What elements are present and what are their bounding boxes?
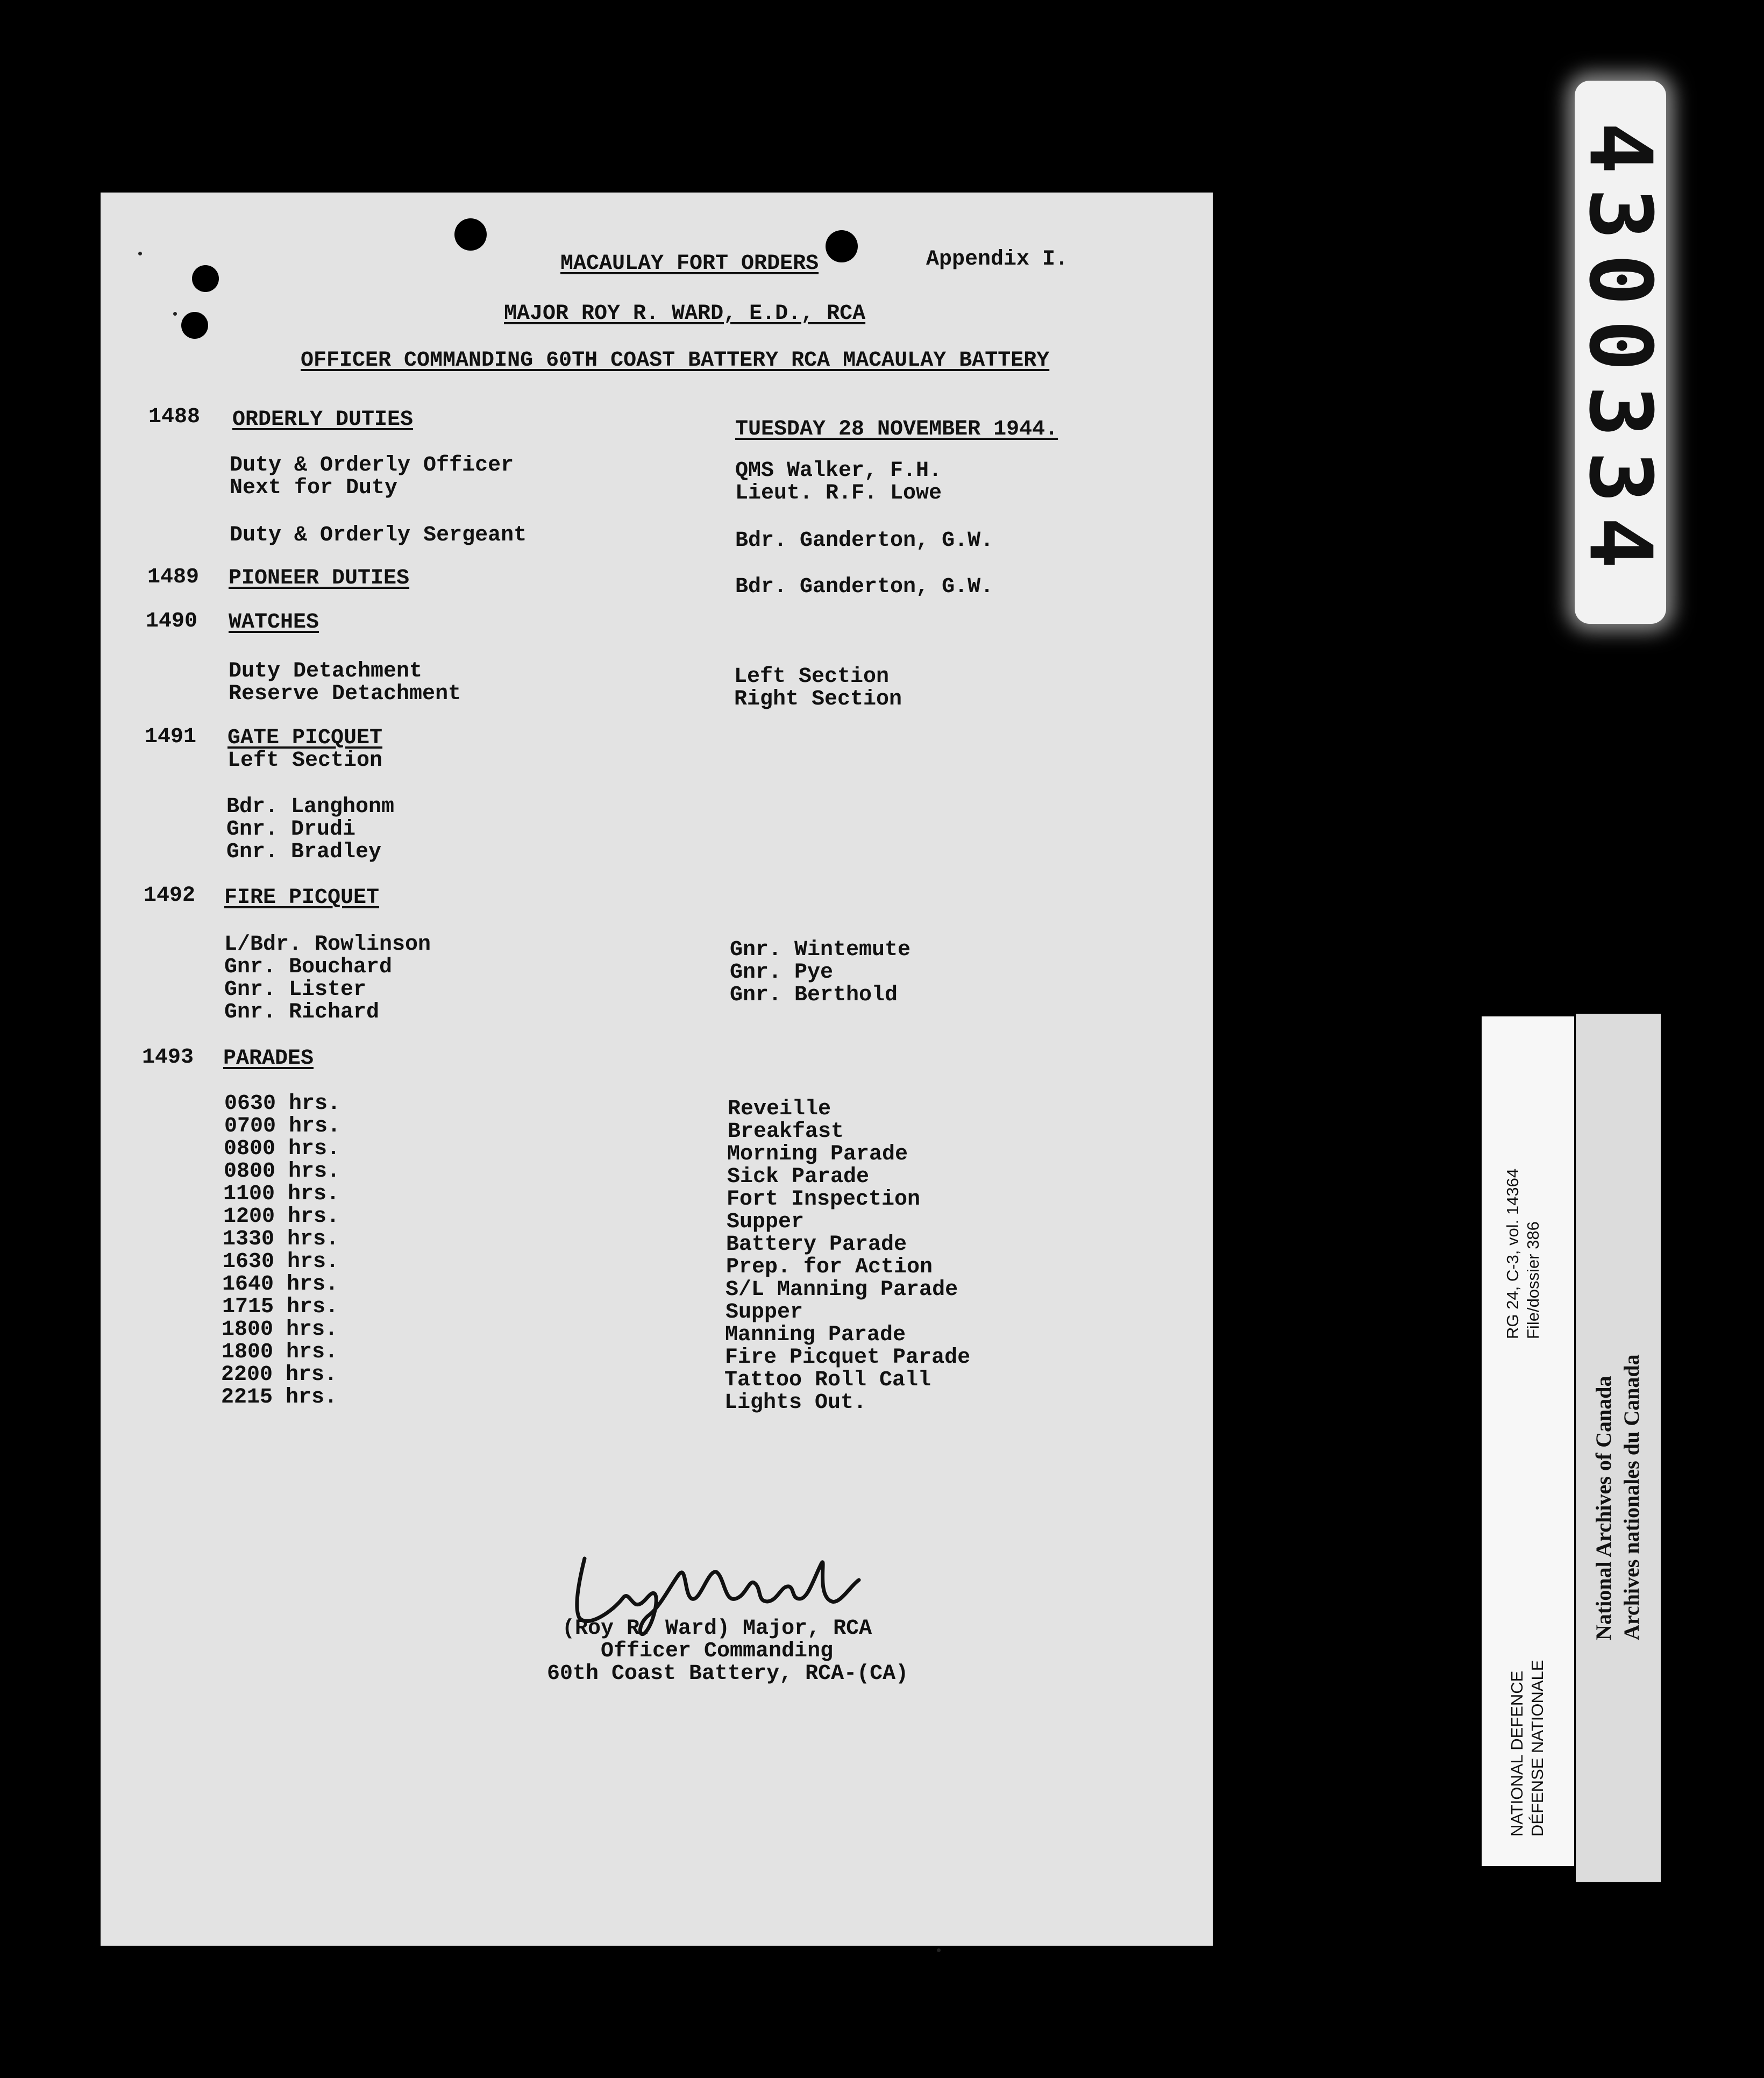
film-frame-number-text: 4300334 [1570, 122, 1671, 583]
picquet-member: L/Bdr. Rowlinson [224, 933, 431, 957]
punch-hole [826, 230, 858, 262]
parade-event: Manning Parade [725, 1323, 906, 1347]
archives-name: Archives nationales du Canada [1619, 1354, 1644, 1640]
signature-unit-line: 60th Coast Battery, RCA-(CA) [547, 1662, 909, 1686]
duty-label: Duty & Orderly Officer [230, 453, 514, 478]
duty-name: Right Section [734, 687, 902, 711]
picquet-member: Gnr. Wintemute [730, 938, 911, 962]
section-heading-gate-picquet: GATE PICQUET [227, 726, 383, 750]
duty-label: Next for Duty [230, 476, 398, 500]
order-date: TUESDAY 28 NOVEMBER 1944. [735, 417, 1058, 442]
archives-name: National Archives of Canada [1591, 1376, 1616, 1640]
parade-event: Supper [727, 1210, 805, 1234]
duty-label: Reserve Detachment [229, 682, 461, 706]
parade-event: Fire Picquet Parade [725, 1346, 971, 1370]
order-number-1488: 1488 [148, 405, 201, 429]
unit-line: OFFICER COMMANDING 60TH COAST BATTERY RCA MACAULAY BATTERY [301, 348, 1050, 373]
order-number-1493: 1493 [142, 1045, 194, 1070]
duty-label: Duty Detachment [229, 659, 423, 684]
picquet-member: Gnr. Berthold [730, 983, 898, 1007]
parade-time: 2200 hrs. [221, 1363, 338, 1387]
parade-event: Breakfast [728, 1120, 844, 1144]
parade-event: Prep. for Action [726, 1255, 933, 1279]
section-heading-fire-picquet: FIRE PICQUET [224, 886, 380, 910]
order-number-1491: 1491 [145, 725, 197, 749]
parade-time: 1630 hrs. [223, 1250, 339, 1274]
speck [138, 252, 142, 255]
duty-name: Bdr. Ganderton, G.W. [735, 575, 994, 599]
punch-hole [192, 265, 219, 292]
document-page [101, 193, 1213, 1946]
picquet-member: Gnr. Drudi [226, 817, 356, 842]
order-number-1492: 1492 [144, 884, 196, 908]
department-label: DÉFENSE NATIONALE [1528, 1660, 1547, 1837]
picquet-member: Gnr. Richard [224, 1000, 380, 1024]
section-heading-parades: PARADES [223, 1047, 314, 1071]
archive-reference-label [1482, 1016, 1574, 1866]
picquet-member: Gnr. Bouchard [224, 955, 393, 979]
parade-event: Fort Inspection [727, 1187, 921, 1212]
film-frame-number [1570, 81, 1671, 624]
signature-title-line: Officer Commanding [601, 1639, 834, 1663]
order-number-1490: 1490 [146, 609, 198, 634]
parade-event: Tattoo Roll Call [724, 1368, 931, 1392]
duty-label: Duty & Orderly Sergeant [230, 523, 527, 547]
picquet-member: Gnr. Lister [224, 978, 367, 1002]
parade-time: 1640 hrs. [222, 1272, 339, 1297]
section-heading-orderly-duties: ORDERLY DUTIES [232, 408, 414, 432]
duty-name: Left Section [734, 665, 890, 689]
punch-hole [454, 218, 487, 251]
parade-time: 0700 hrs. [224, 1114, 341, 1138]
document-title: MACAULAY FORT ORDERS [560, 252, 819, 276]
parade-event: S/L Manning Parade [725, 1278, 958, 1302]
speck [937, 1948, 941, 1952]
parade-event: Lights Out. [724, 1391, 867, 1415]
order-number-1489: 1489 [147, 565, 200, 589]
duty-name: Bdr. Ganderton, G.W. [735, 529, 994, 553]
section-heading-watches: WATCHES [229, 610, 319, 635]
punch-hole [181, 312, 208, 339]
parade-event: Supper [725, 1300, 803, 1325]
section-heading-pioneer-duties: PIONEER DUTIES [229, 566, 410, 590]
parade-time: 2215 hrs. [221, 1385, 338, 1410]
archive-reference-line: File/dossier 386 [1524, 1221, 1542, 1339]
parade-time: 1800 hrs. [222, 1318, 338, 1342]
picquet-member: Bdr. Langhonm [226, 795, 395, 819]
parade-event: Reveille [728, 1097, 831, 1121]
duty-name: Lieut. R.F. Lowe [735, 481, 942, 506]
parade-time: 1330 hrs. [223, 1227, 339, 1251]
commander-line: MAJOR ROY R. WARD, E.D., RCA [504, 302, 866, 326]
signature-name-line: (Roy R. Ward) Major, RCA [562, 1617, 872, 1641]
parade-time: 0800 hrs. [224, 1159, 340, 1184]
appendix-label: Appendix I. [926, 247, 1069, 272]
parade-time: 1200 hrs. [223, 1205, 340, 1229]
picquet-subheading: Left Section [227, 749, 383, 773]
archive-reference-line: RG 24, C-3, vol. 14364 [1503, 1168, 1522, 1339]
parade-event: Sick Parade [727, 1165, 870, 1189]
department-label: NATIONAL DEFENCE [1507, 1670, 1526, 1837]
parade-event: Morning Parade [727, 1142, 908, 1166]
parade-time: 1800 hrs. [222, 1340, 338, 1364]
speck [173, 312, 177, 316]
picquet-member: Gnr. Pye [730, 960, 834, 985]
picquet-member: Gnr. Bradley [226, 840, 382, 864]
duty-name: QMS Walker, F.H. [735, 459, 942, 483]
archives-canada-label [1576, 1014, 1661, 1882]
parade-time: 1100 hrs. [223, 1182, 340, 1206]
parade-event: Battery Parade [726, 1233, 907, 1257]
parade-time: 0800 hrs. [224, 1137, 340, 1161]
parade-time: 0630 hrs. [224, 1092, 341, 1116]
parade-time: 1715 hrs. [222, 1295, 339, 1319]
